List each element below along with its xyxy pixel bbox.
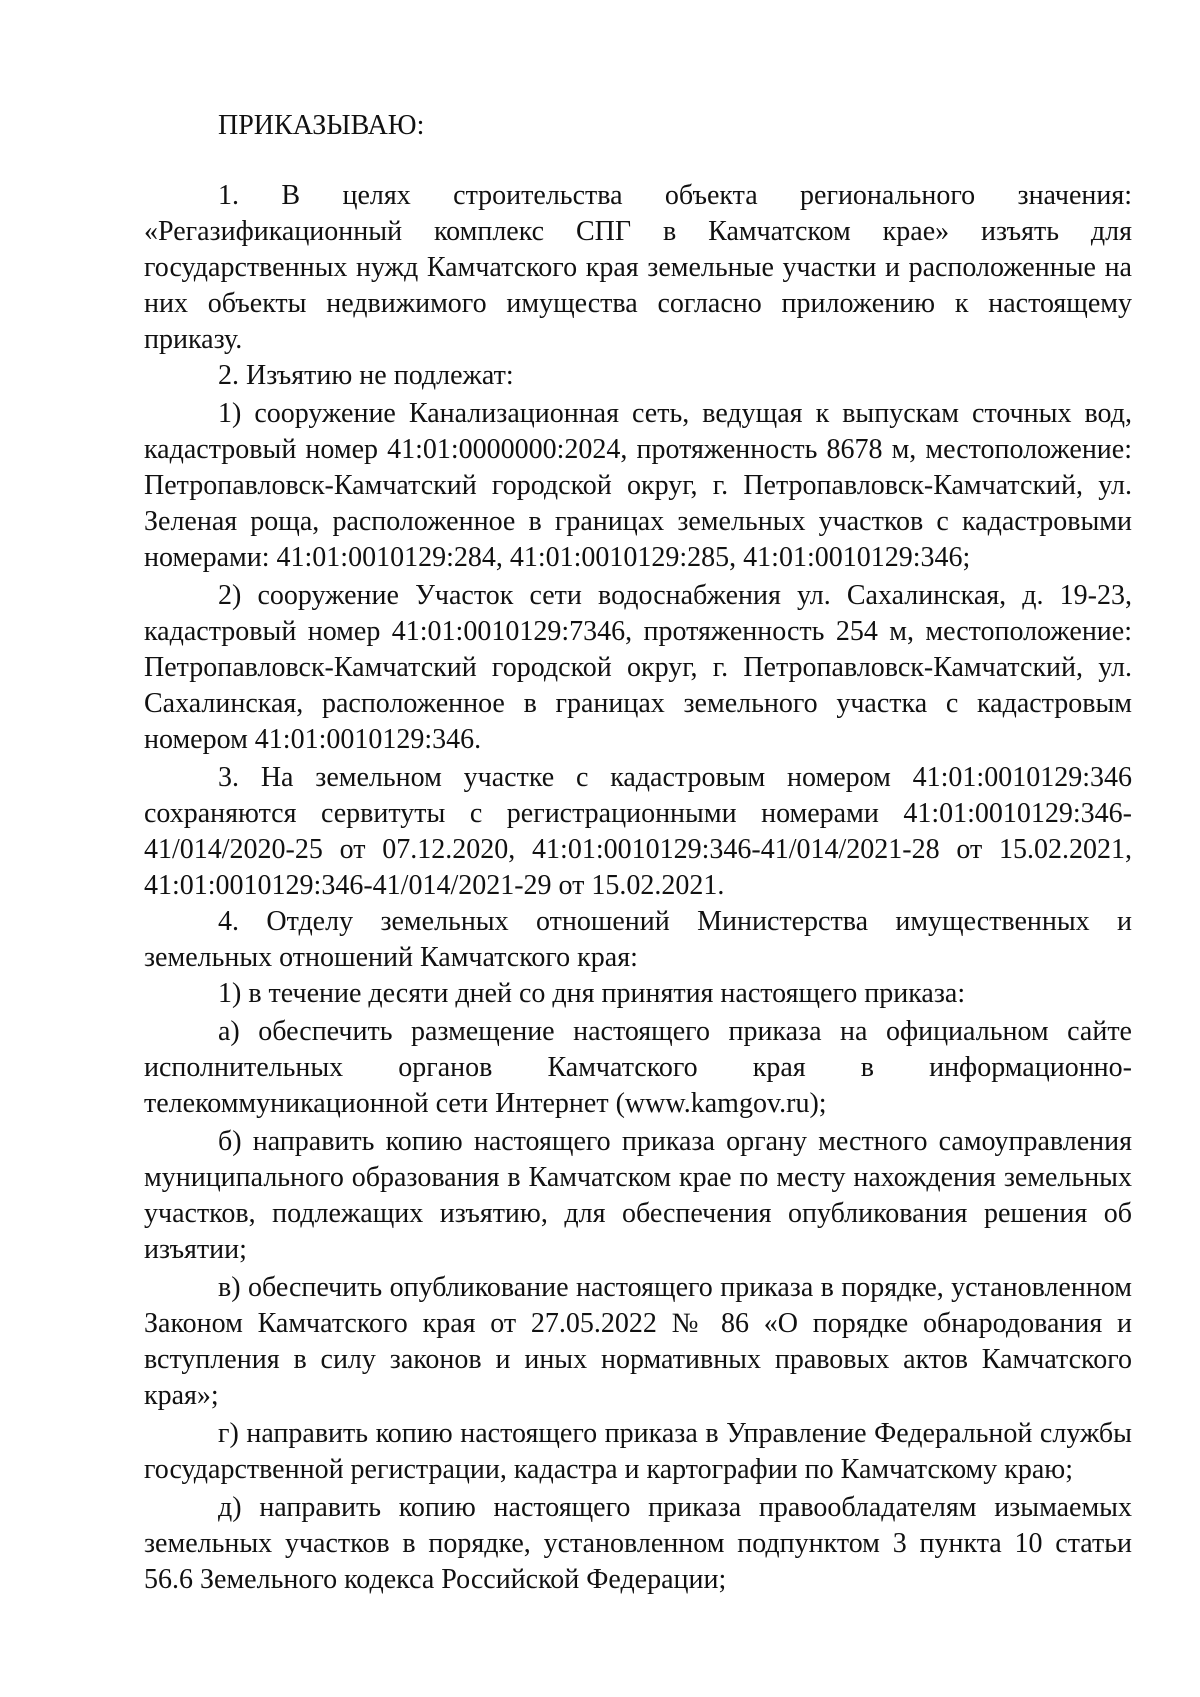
paragraph-4-1-v: в) обеспечить опубликование настоящего приказа в порядке, установленном Законом Камчатского края от 27.05.2022 № 86 «О порядке обнародования и вступления в силу законов и иных нормативных правовых актов Камчатского края»; bbox=[144, 1272, 1132, 1411]
order-heading: ПРИКАЗЫВАЮ: bbox=[218, 110, 425, 141]
paragraph-3-servitudes: 3. На земельном участке с кадастровым номером 41:01:0010129:346 сохраняются сервитуты с регистрационными номерами 41:01:0010129:346-41/014/2020-25 от 07.12.2020, 41:01:0010129:346-41/014/2021-28 от 15.02.2021, 41:01:0010129:346-41/014/2021-29 от 15.02.2021. bbox=[144, 762, 1132, 901]
paragraph-2-exceptions: 2. Изъятию не подлежат: bbox=[218, 360, 514, 391]
document-page bbox=[144, 108, 1132, 1598]
paragraph-4-1-d: д) направить копию настоящего приказа правообладателям изымаемых земельных участков в порядке, установленном подпунктом 3 пункта 10 статьи 56.6 Земельного кодекса Российской Федерации; bbox=[144, 1492, 1132, 1595]
paragraph-4-1-g: г) направить копию настоящего приказа в Управление Федеральной службы государственной регистрации, кадастра и картографии по Камчатскому краю; bbox=[144, 1418, 1132, 1485]
paragraph-4-department: 4. Отделу земельных отношений Министерства имущественных и земельных отношений Камчатского края: bbox=[144, 906, 1132, 973]
paragraph-4-1-deadline: 1) в течение десяти дней со дня принятия настоящего приказа: bbox=[218, 978, 966, 1009]
paragraph-4-1-a: а) обеспечить размещение настоящего приказа на официальном сайте исполнительных органов Камчатского края в информационно-телекоммуникационной сети Интернет (www.kamgov.ru); bbox=[144, 1016, 1132, 1119]
paragraph-2-1-sewer: 1) сооружение Канализационная сеть, ведущая к выпускам сточных вод, кадастровый номер 41:01:0000000:2024, протяженность 8678 м, местоположение: Петропавловск-Камчатский городской округ, г. Петропавловск-Камчатский, ул. Зеленая роща, расположенное в границах земельных участков с кадастровыми номерами: 41:01:0010129:284, 41:01:0010129:285, 41:01:0010129:346; bbox=[144, 398, 1132, 573]
paragraph-2-2-water: 2) сооружение Участок сети водоснабжения ул. Сахалинская, д. 19-23, кадастровый номер 41:01:0010129:7346, протяженность 254 м, местоположение: Петропавловск-Камчатский городской округ, г. Петропавловск-Камчатский, ул. Сахалинская, расположенное в границах земельного участка с кадастровым номером 41:01:0010129:346. bbox=[144, 580, 1132, 755]
paragraph-1-seizure: 1. В целях строительства объекта регионального значения: «Регазификационный комплекс СПГ в Камчатском крае» изъять для государственных нужд Камчатского края земельные участки и расположенные на них объекты недвижимого имущества согласно приложению к настоящему приказу. bbox=[144, 180, 1132, 355]
paragraph-4-1-b: б) направить копию настоящего приказа органу местного самоуправления муниципального образования в Камчатском крае по месту нахождения земельных участков, подлежащих изъятию, для обеспечения опубликования решения об изъятии; bbox=[144, 1126, 1132, 1265]
